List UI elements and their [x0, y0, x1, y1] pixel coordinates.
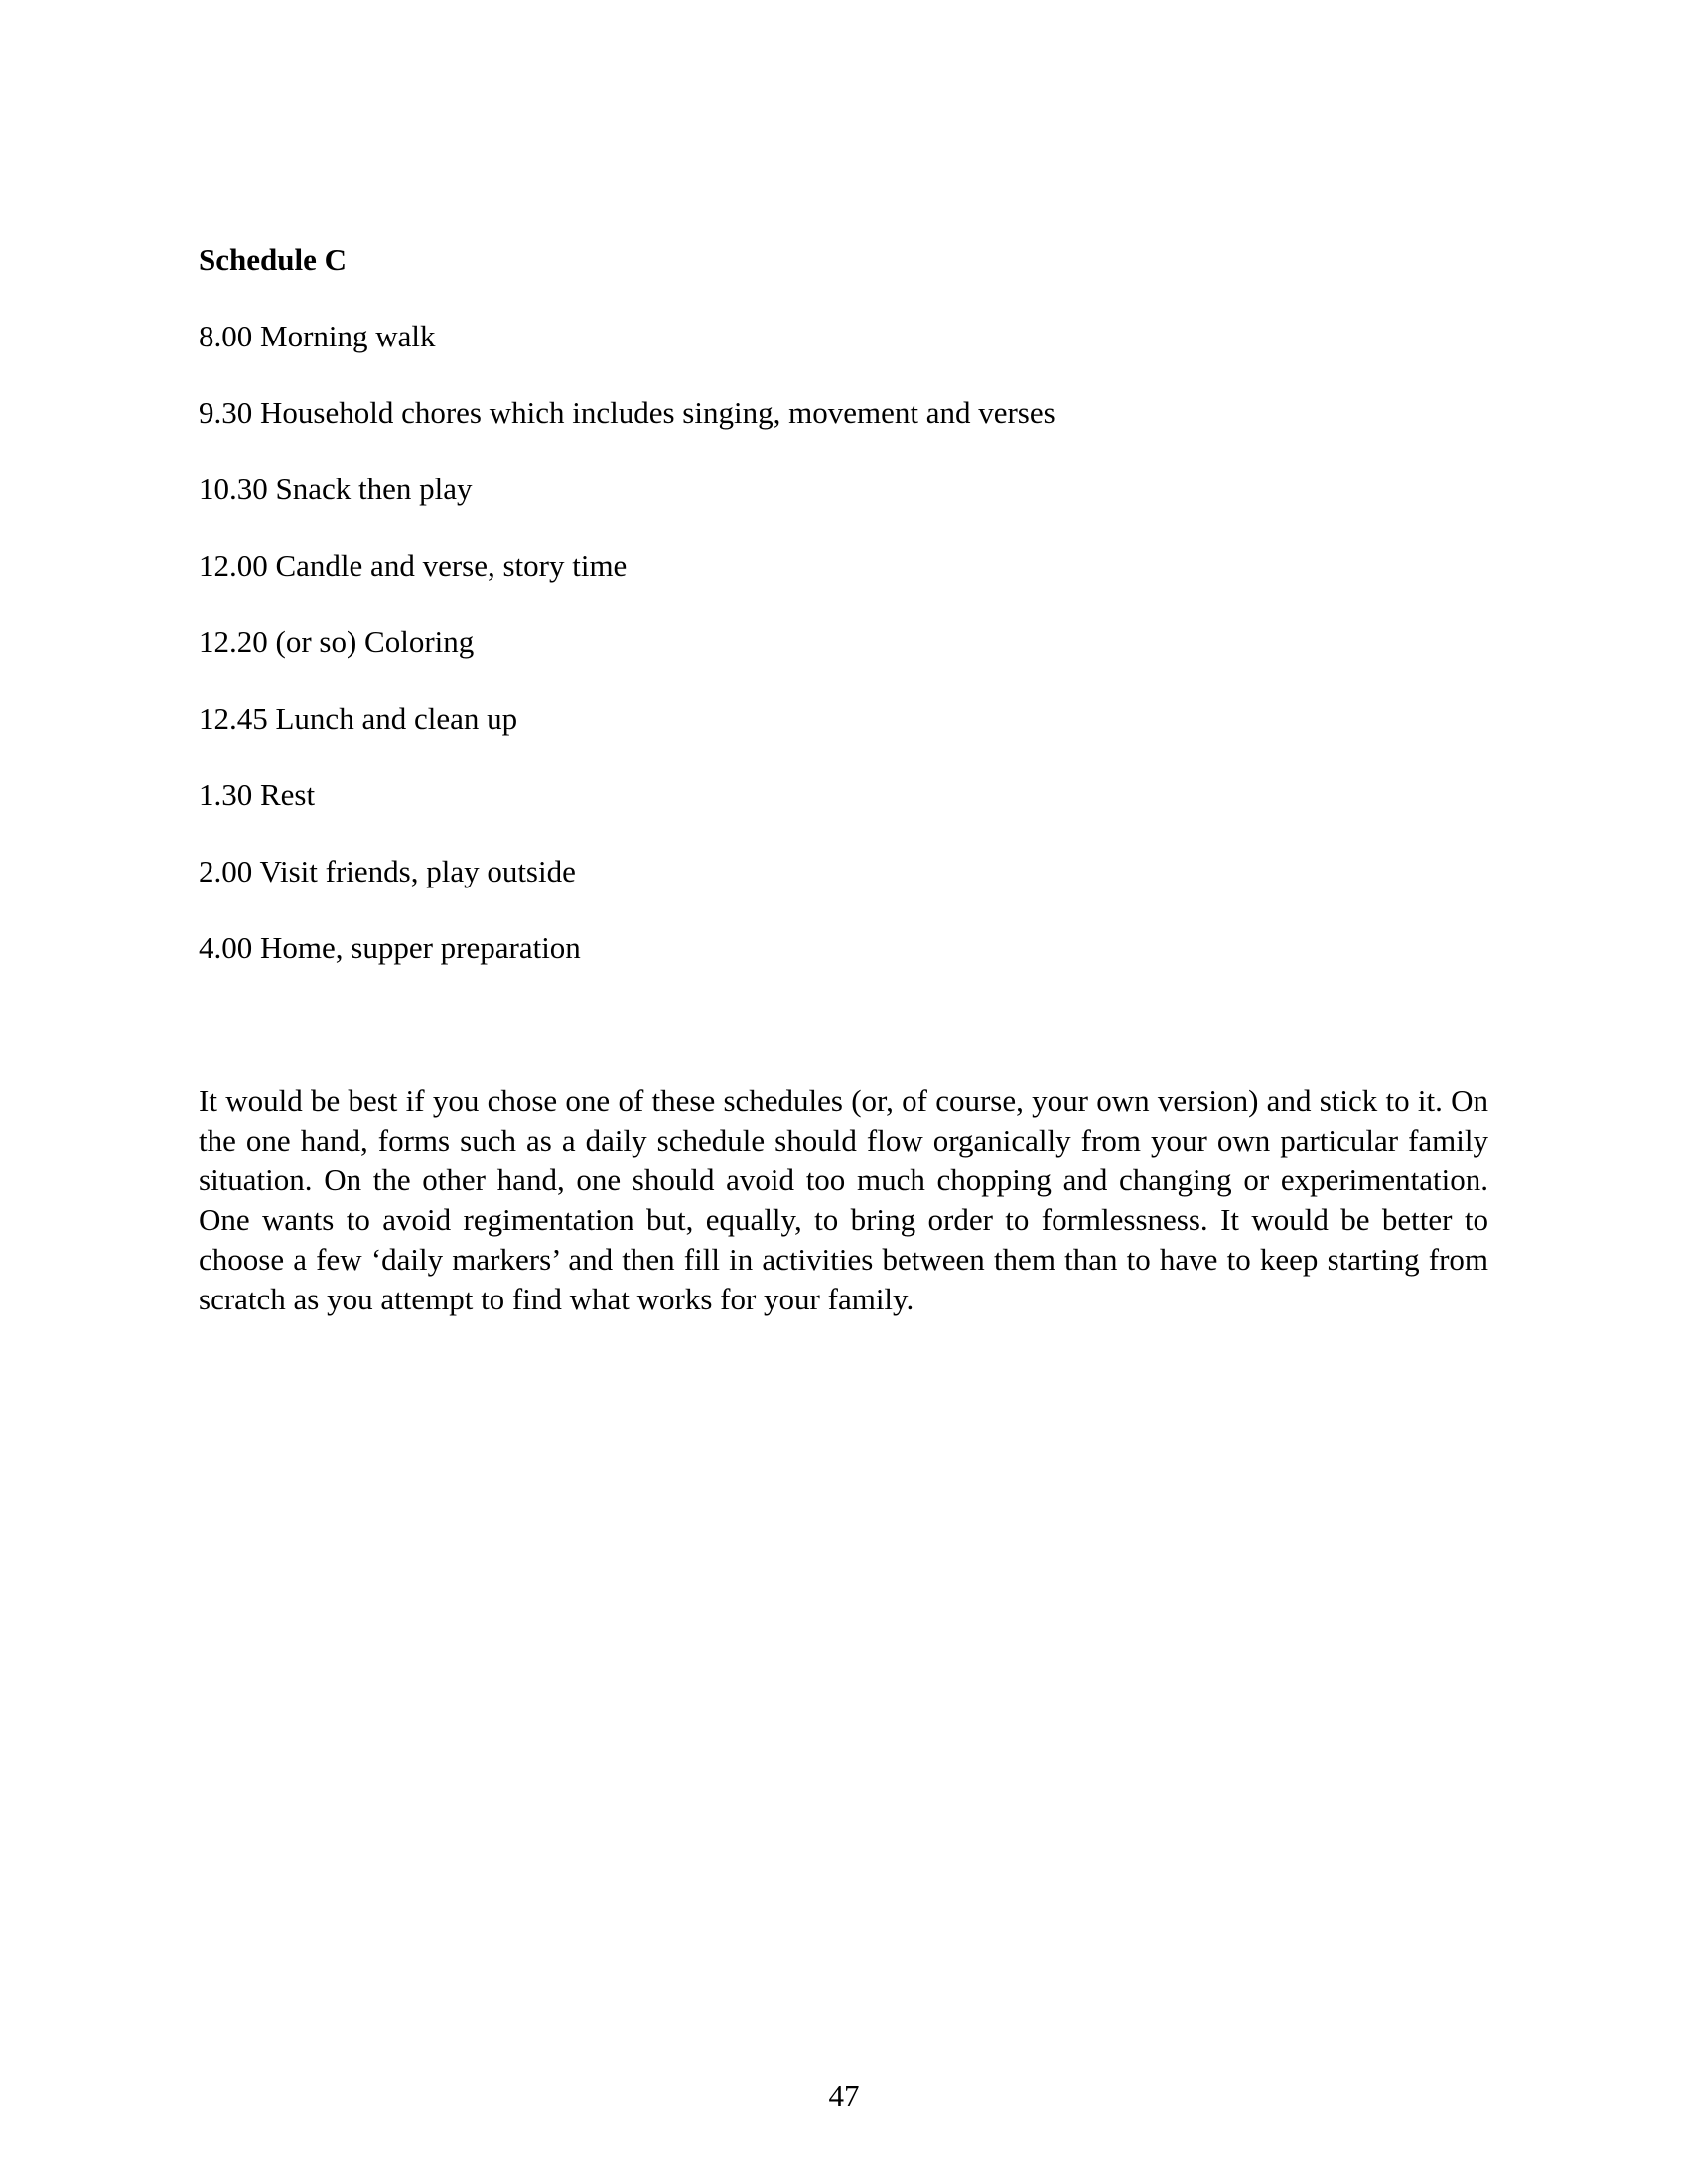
schedule-item: 1.30 Rest [199, 777, 316, 812]
page-number: 47 [828, 2078, 860, 2113]
schedule-list [199, 318, 1055, 1006]
schedule-item: 10.30 Snack then play [199, 472, 473, 506]
body-paragraph: It would be best if you chose one of these schedules (or, of course, your own version) and stick to it. On the one hand, forms such as a daily schedule should flow organically from your own particular family situation. On the other hand, one should avoid too much chopping and changing or experimentation. One wants to avoid regimentation but, equally, to bring order to formlessness. It would be better to choose a few ‘daily markers’ and then fill in activities between them than to have to keep starting from scratch as you attempt to find what works for your family. [199, 1083, 1488, 1316]
schedule-item: 8.00 Morning walk [199, 319, 436, 353]
schedule-item: 9.30 Household chores which includes singing, movement and verses [199, 395, 1055, 430]
schedule-item: 2.00 Visit friends, play outside [199, 854, 576, 888]
section-heading: Schedule C [199, 242, 347, 277]
schedule-item: 12.20 (or so) Coloring [199, 624, 475, 659]
schedule-item: 12.00 Candle and verse, story time [199, 548, 628, 583]
schedule-item: 12.45 Lunch and clean up [199, 701, 518, 736]
schedule-item: 4.00 Home, supper preparation [199, 930, 581, 965]
